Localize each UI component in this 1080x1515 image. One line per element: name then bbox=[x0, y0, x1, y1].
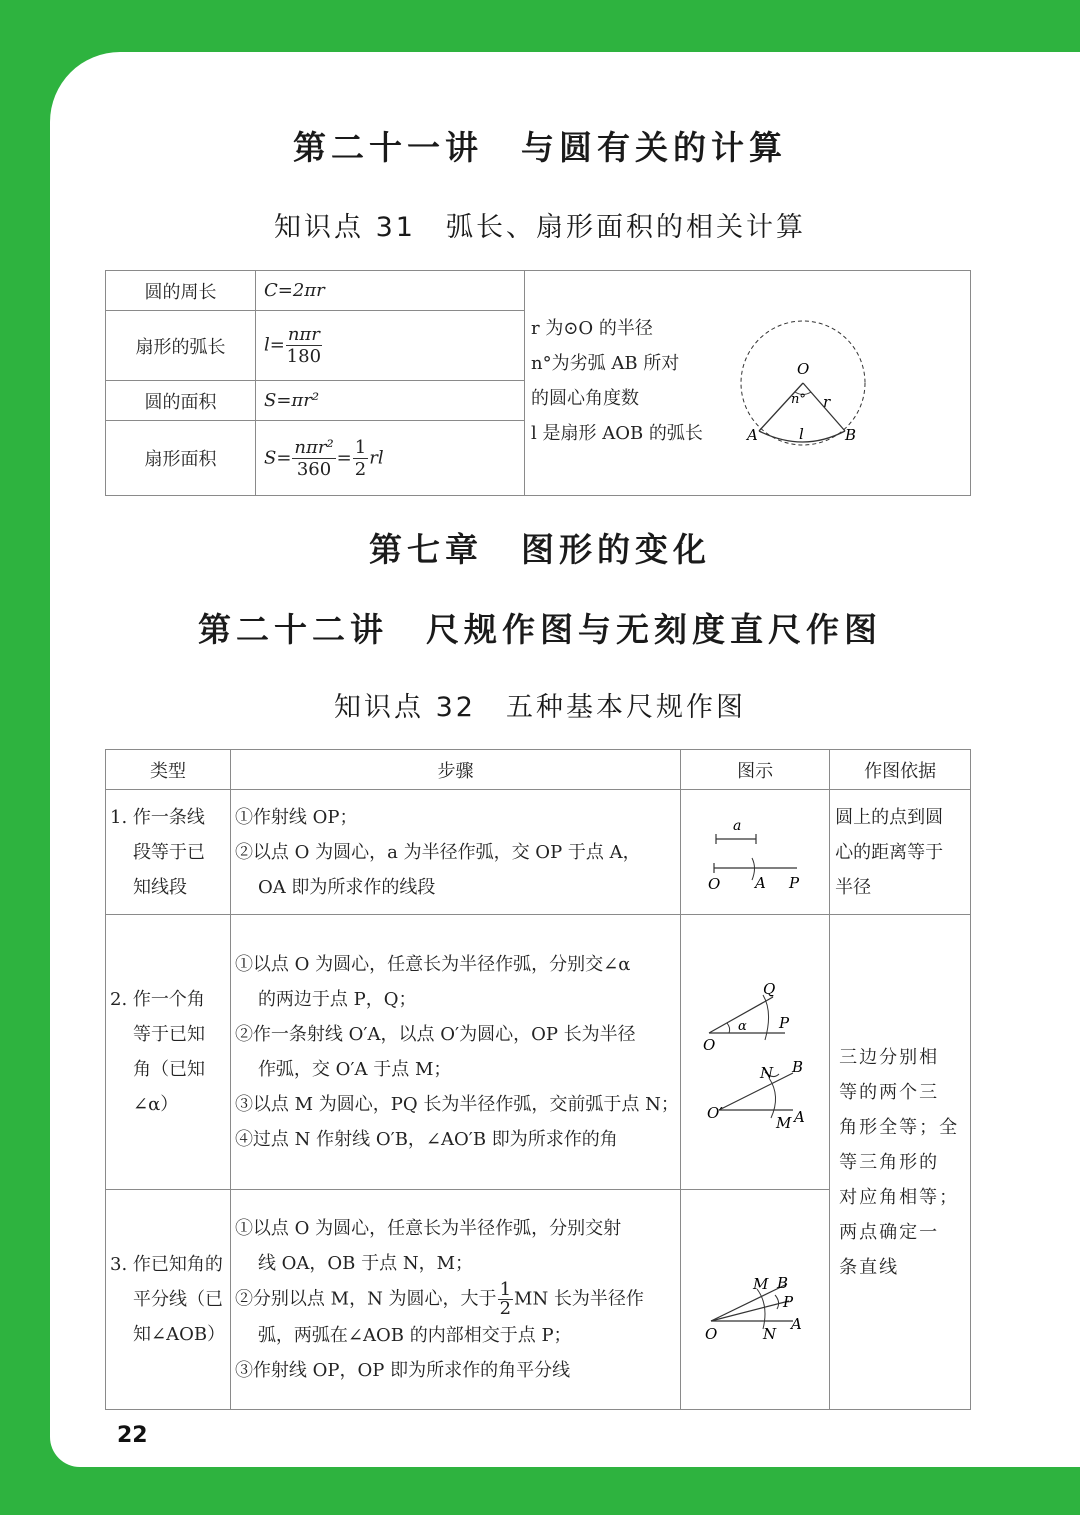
formula-value: S=πr² bbox=[256, 381, 525, 421]
formula-label: 圆的面积 bbox=[106, 381, 256, 421]
svg-text:N: N bbox=[763, 1325, 777, 1343]
note-line: r 为⊙O 的半径 bbox=[531, 318, 653, 339]
label-r: r bbox=[823, 393, 831, 411]
construction-table bbox=[105, 749, 971, 1410]
angle-copy-figure bbox=[681, 950, 829, 1150]
svg-text:A: A bbox=[791, 1315, 803, 1333]
bisector-figure bbox=[681, 1197, 829, 1397]
formula-label: 圆的周长 bbox=[106, 271, 256, 311]
steps-cell: ①以点 O 为圆心，任意长为半径作弧，分别交∠α 的两边于点 P，Q； ②作一条射线 O′A，以点 O′为圆心，OP 长为半径 作弧，交 O′A 于点 M； ③以点 M 为圆心，PQ 长为半径作弧，交前弧于点 N； ④过点 N 作射线 O′B，∠AO′B 即为所求作的角 bbox=[230, 915, 680, 1190]
formula-table bbox=[105, 270, 971, 496]
steps-cell: ①作射线 OP； ②以点 O 为圆心，a 为半径作弧，交 OP 于点 A， OA 即为所求作的线段 bbox=[230, 790, 680, 915]
svg-text:M: M bbox=[753, 1275, 769, 1293]
label-l: l bbox=[799, 425, 804, 443]
type-cell: 1. 作一条线 段等于已 知线段 bbox=[106, 790, 231, 915]
svg-text:O: O bbox=[708, 874, 721, 893]
svg-text:a: a bbox=[733, 817, 742, 834]
formula-label: 扇形的弧长 bbox=[106, 311, 256, 381]
header-steps: 步骤 bbox=[230, 750, 680, 790]
svg-text:B: B bbox=[777, 1274, 789, 1292]
basis-cell: 圆上的点到圆 心的距离等于 半径 bbox=[830, 790, 971, 915]
svg-text:B: B bbox=[792, 1057, 804, 1076]
figure-cell bbox=[681, 790, 830, 915]
knowledge-point-32-title: 知识点 32 五种基本尺规作图 bbox=[334, 692, 746, 723]
formula-label: 扇形面积 bbox=[106, 421, 256, 496]
svg-text:P: P bbox=[789, 873, 800, 892]
svg-text:P: P bbox=[783, 1293, 794, 1311]
header-basis: 作图依据 bbox=[830, 750, 971, 790]
label-A: A bbox=[747, 426, 758, 444]
page-number: 22 bbox=[117, 1423, 148, 1448]
label-B: B bbox=[845, 426, 857, 444]
type-cell: 2. 作一个角 等于已知 角（已知 ∠α） bbox=[106, 915, 231, 1190]
note-line: n°为劣弧 AB 所对 bbox=[531, 353, 680, 374]
steps-cell: ①以点 O 为圆心，任意长为半径作弧，分别交射 线 OA，OB 于点 N，M； ②分别以点 M，N 为圆心，大于 $\frac{1}{2}$ MN 长为半径作 弧，两弧在∠AOB 的内部相交于点 P； ③作射线 OP，OP 即为所求作的角平分线 bbox=[230, 1190, 680, 1410]
label-O: O bbox=[797, 360, 810, 378]
knowledge-point-31-title: 知识点 31 弧长、扇形面积的相关计算 bbox=[274, 212, 806, 243]
header-type: 类型 bbox=[106, 750, 231, 790]
svg-text:O′: O′ bbox=[707, 1103, 723, 1122]
formula-value: S= $\frac{\text{nπr²}}{360}$ = $\frac{1}{2}$ rl bbox=[256, 421, 525, 496]
svg-text:O: O bbox=[705, 1325, 718, 1343]
header-figure: 图示 bbox=[681, 750, 830, 790]
svg-text:α: α bbox=[738, 1018, 747, 1034]
svg-text:N: N bbox=[760, 1063, 774, 1082]
chapter-7-title: 第七章 图形的变化 bbox=[369, 530, 711, 569]
notes-cell bbox=[525, 271, 971, 496]
svg-text:A: A bbox=[794, 1107, 806, 1126]
lecture-22-title: 第二十二讲 尺规作图与无刻度直尺作图 bbox=[198, 610, 882, 649]
note-line: l 是扇形 AOB 的弧长 bbox=[531, 423, 703, 444]
svg-text:M: M bbox=[776, 1113, 792, 1132]
type-cell: 3. 作已知角的 平分线（已 知∠AOB） bbox=[106, 1190, 231, 1410]
basis-cell: 三边分别相 等的两个三 角形全等；全 等三角形的 对应角相等； 两点确定一 条直线 bbox=[830, 915, 971, 1410]
figure-cell bbox=[681, 1190, 830, 1410]
segment-figure bbox=[681, 800, 829, 900]
figure-cell bbox=[681, 915, 830, 1190]
formula-value: l= $\frac{\text{nπr}}{180}$ bbox=[256, 311, 525, 381]
note-line: 的圆心角度数 bbox=[531, 388, 639, 409]
lecture-21-title: 第二十一讲 与圆有关的计算 bbox=[293, 128, 787, 167]
svg-text:A: A bbox=[755, 873, 767, 892]
svg-text:Q: Q bbox=[763, 979, 776, 998]
sector-diagram bbox=[737, 313, 877, 453]
svg-text:P: P bbox=[779, 1013, 790, 1032]
formula-value: C=2πr bbox=[256, 271, 525, 311]
label-n: n° bbox=[791, 392, 806, 407]
svg-text:O: O bbox=[703, 1035, 716, 1054]
